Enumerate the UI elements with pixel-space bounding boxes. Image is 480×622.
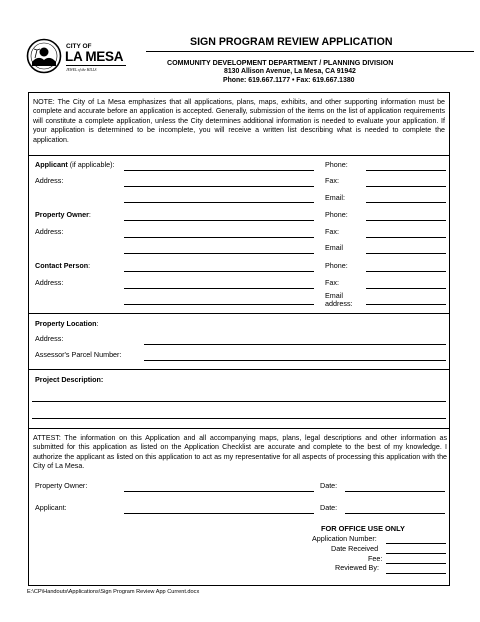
contact-address-field-1[interactable] (124, 288, 314, 289)
applicant-address-field-2[interactable] (124, 202, 314, 203)
owner-address-label: Address: (35, 227, 64, 236)
applicant-phone-field[interactable] (366, 170, 446, 171)
attest-paragraph: ATTEST: The information on this Application and all accompanying maps, plans, legal descriptions and other information as submitted for this application as listed on the Application Checklist are accurate and complete to the best of my knowledge. I authorize the applicant as listed on this application to act as my representative for all aspects of processing this application with the City of La Mesa. (33, 434, 447, 471)
applicant-name-field[interactable] (124, 170, 314, 171)
location-address-field[interactable] (144, 344, 446, 345)
office-application-number-field[interactable] (386, 543, 446, 544)
contact-phone-field[interactable] (366, 271, 446, 272)
logo-la-mesa: LA MESA (65, 49, 124, 64)
owner-name-field[interactable] (124, 220, 314, 221)
contact-email-field[interactable] (366, 304, 446, 305)
attest-owner-signature-field[interactable] (124, 491, 314, 492)
phone-fax-line: Phone: 619.667.1177 • Fax: 619.667.1380 (223, 77, 355, 84)
applicant-fax-label: Fax: (325, 176, 339, 185)
logo-city-of: CITY OF (66, 43, 92, 50)
owner-address-field-1[interactable] (124, 237, 314, 238)
owner-address-field-2[interactable] (124, 253, 314, 254)
office-application-number-label: Application Number: (312, 534, 377, 543)
owner-label: Property Owner: (35, 210, 91, 219)
contact-address-field-2[interactable] (124, 304, 314, 305)
attest-owner-date-label: Date: (320, 481, 338, 490)
office-reviewed-by-label: Reviewed By: (335, 563, 379, 572)
applicant-address-field-1[interactable] (124, 186, 314, 187)
contact-fax-field[interactable] (366, 288, 446, 289)
contact-name-field[interactable] (124, 271, 314, 272)
owner-email-label: Email (325, 243, 343, 252)
owner-email-field[interactable] (366, 253, 446, 254)
location-address-label: Address: (35, 334, 64, 343)
attest-applicant-date-label: Date: (320, 503, 338, 512)
note-paragraph: NOTE: The City of La Mesa emphasizes that all applications, plans, maps, exhibits, and other supporting information must be complete and accurate before an application is accepted. Generally, submission of the items on the list of application requirements will constitute a complete application, unless the City determines additional information is needed to evaluate your application. If your application is determined to be incomplete, you will receive a written list describing what is needed to complete the application. (33, 98, 445, 144)
location-divider (28, 369, 450, 370)
office-fee-field[interactable] (386, 563, 446, 564)
department-line: COMMUNITY DEVELOPMENT DEPARTMENT / PLANNING DIVISION (167, 59, 394, 67)
title-rule (146, 51, 474, 52)
property-location-label: Property Location: (35, 319, 99, 328)
owner-phone-field[interactable] (366, 220, 446, 221)
attest-applicant-signature-field[interactable] (124, 513, 314, 514)
page-title: SIGN PROGRAM REVIEW APPLICATION (190, 36, 393, 48)
parcel-number-field[interactable] (144, 360, 446, 361)
project-description-field-2[interactable] (32, 418, 446, 419)
address-line: 8130 Allison Avenue, La Mesa, CA 91942 (224, 68, 356, 75)
logo-tagline: JEWEL of the HILLS (66, 68, 97, 72)
applicant-email-label: Email: (325, 193, 345, 202)
office-date-received-label: Date Received (331, 544, 379, 553)
project-description-field-1[interactable] (32, 401, 446, 402)
applicant-address-label: Address: (35, 176, 64, 185)
applicant-fax-field[interactable] (366, 186, 446, 187)
applicant-email-field[interactable] (366, 202, 446, 203)
city-seal-icon (26, 38, 62, 74)
project-description-label: Project Description: (35, 375, 104, 384)
contact-person-label: Contact Person: (35, 261, 91, 270)
office-fee-label: Fee: (368, 554, 383, 563)
owner-fax-label: Fax: (325, 227, 339, 236)
contact-phone-label: Phone: (325, 261, 348, 270)
applicant-phone-label: Phone: (325, 160, 348, 169)
contact-email-label-2: address: (325, 299, 353, 308)
contact-email-label-1: Email (325, 291, 343, 300)
footer-file-path: E:\CP\Handouts\Applications\Sign Program Review App Current.docx (27, 589, 200, 595)
office-date-received-field[interactable] (386, 553, 446, 554)
logo-rule (66, 65, 126, 66)
attest-applicant-date-field[interactable] (345, 513, 445, 514)
contact-address-label: Address: (35, 278, 64, 287)
attest-applicant-label: Applicant: (35, 503, 67, 512)
project-divider (28, 428, 450, 429)
office-reviewed-by-field[interactable] (386, 573, 446, 574)
office-use-title: FOR OFFICE USE ONLY (321, 524, 405, 533)
contact-fax-label: Fax: (325, 278, 339, 287)
city-logo (26, 36, 130, 76)
attest-owner-date-field[interactable] (345, 491, 445, 492)
contacts-divider (28, 313, 450, 314)
note-divider (28, 155, 450, 156)
owner-fax-field[interactable] (366, 237, 446, 238)
parcel-number-label: Assessor's Parcel Number: (35, 350, 122, 359)
owner-phone-label: Phone: (325, 210, 348, 219)
attest-owner-label: Property Owner: (35, 481, 88, 490)
applicant-label: Applicant (if applicable): (35, 160, 115, 169)
